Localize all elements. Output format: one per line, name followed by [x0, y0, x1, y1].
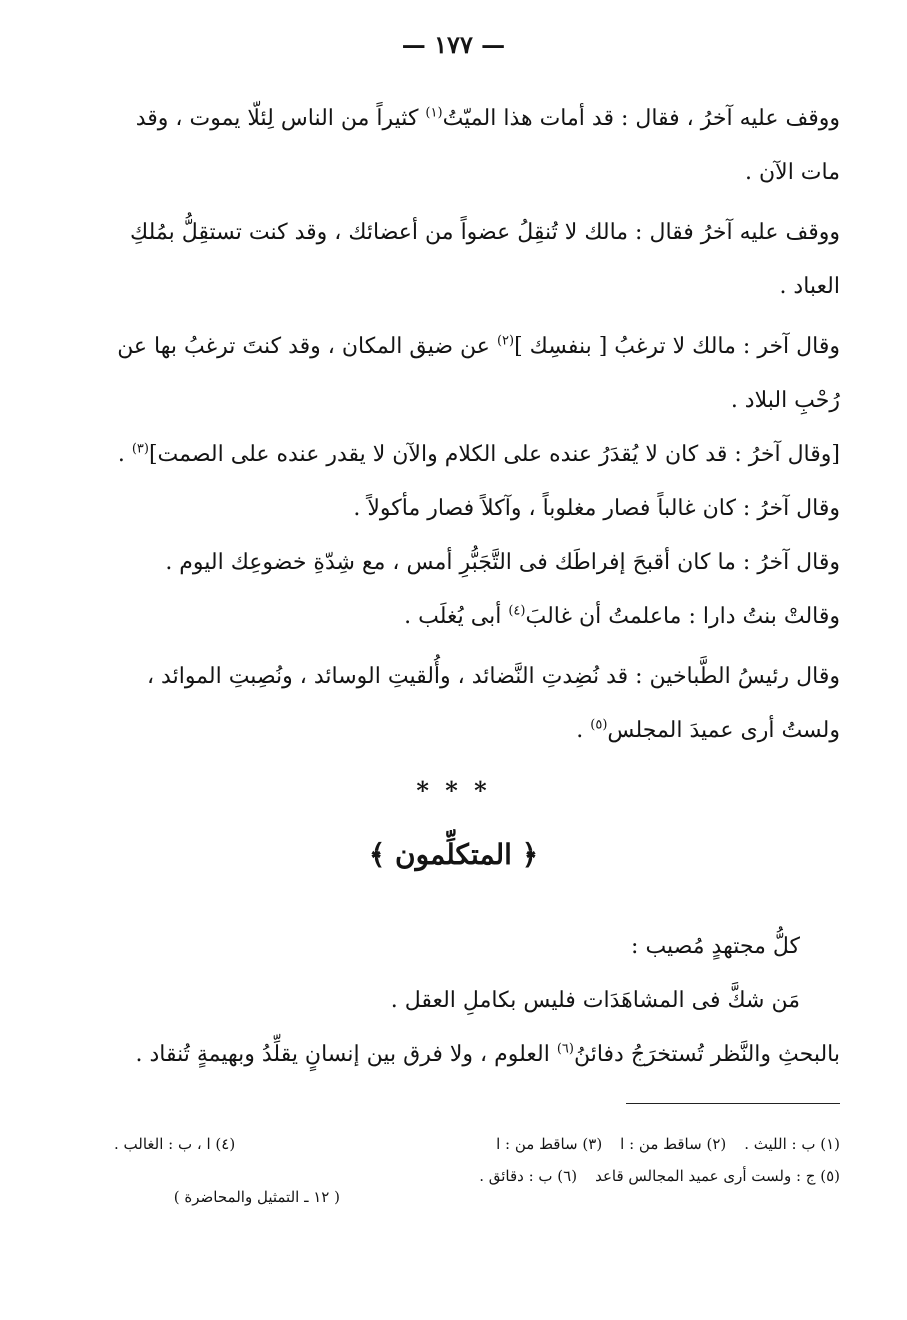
footnote-marker: (٣)	[131, 441, 149, 457]
section-separator: * * *	[416, 776, 491, 805]
paragraph-text-cont: كثيراً من الناس لِئلّا يموت ، وقد مات الآن .	[135, 106, 840, 185]
paragraph-text: وقالتْ بنتُ دارا : ماعلمتُ أن غالبَ	[525, 604, 840, 629]
section-line	[100, 920, 840, 974]
section-line	[100, 1028, 840, 1082]
section-line-text: مَن شكَّ فى المشاهَدَات فليس بكاملِ العقل .	[390, 988, 800, 1013]
paragraph-text: وقال آخرُ : ما كان أقبحَ إفراطَك فى التَّجَبُّرِ أمس ، مع شِدّةِ خضوعِك اليوم .	[165, 550, 840, 575]
paragraph-text-cont: .	[117, 442, 132, 467]
section-line-text: كلُّ مجتهدٍ مُصيب :	[631, 934, 800, 959]
section-line	[100, 974, 840, 1028]
footnote: (٤) ا ، ب : الغالب .	[114, 1135, 236, 1153]
paragraph-text-cont: .	[576, 718, 591, 743]
section-line-text: بالبحثِ والنَّظر تُستخرَجُ دفائنُ	[573, 1042, 840, 1067]
footnote: (٥) ج : ولست أرى عميد المجالس قاعد	[595, 1167, 840, 1185]
paragraph-text: وقال آخر : مالك لا ترغبُ [ بنفسِك ]	[514, 334, 840, 359]
footnote: (١) ب : الليث .	[744, 1135, 840, 1153]
section-text	[100, 920, 840, 1082]
footnotes	[100, 1128, 840, 1192]
paragraph-text-cont: أبى يُغلَب .	[404, 604, 509, 629]
paragraph-text: ووقف عليه آخرُ ، فقال : قد أمات هذا الميّتُ	[442, 106, 840, 131]
paragraph-text: ووقف عليه آخرُ فقال : مالك لا تُنقِلُ عضواً من أعضائك ، وقد كنت تستقِلُّ بمُلكِ العباد .	[130, 220, 840, 299]
paragraph	[100, 482, 840, 536]
footnote-marker: (٦)	[556, 1041, 574, 1057]
footnote: (٣) ساقط من : ا	[496, 1135, 603, 1153]
page-number: — ١٧٧ —	[401, 30, 506, 59]
paragraph-text-cont: عن ضيق المكان ، وقد كنتَ ترغبُ بها عن رُحْبِ البلاد .	[117, 334, 840, 413]
paragraph	[100, 320, 840, 428]
paragraph	[100, 650, 840, 758]
footnote-marker: (٢)	[496, 333, 515, 349]
footnote: (٢) ساقط من : ا	[620, 1135, 727, 1153]
paragraph-text: [وقال آخرُ : قد كان لا يُقدَرُ عنده على الكلام والآن لا يقدر عنده على الصمت]	[148, 442, 840, 467]
paragraph-text: وقال رئيسُ الطَّباخين : قد نُضِدتِ النَّضائد ، وأُلقيتِ الوسائد ، ونُصِبتِ الموائد ، ولستُ أرى عميدَ المجلس	[146, 664, 840, 743]
footnote: (٦) ب : دقائق .	[479, 1167, 578, 1185]
paragraph	[100, 206, 840, 314]
footnote-marker: (٥)	[590, 717, 608, 733]
paragraph	[100, 92, 840, 200]
paragraph	[100, 428, 840, 482]
footnote-divider	[626, 1103, 840, 1104]
footnote-row	[100, 1128, 840, 1160]
main-text	[100, 92, 840, 758]
printer-signature: ( ١٢ ـ التمثيل والمحاضرة )	[173, 1188, 340, 1206]
paragraph	[100, 590, 840, 644]
footnote-marker: (٤)	[508, 603, 526, 619]
paragraph-text: وقال آخرُ : كان غالباً فصار مغلوباً ، وآكلاً فصار مأكولاً .	[353, 496, 840, 521]
paragraph	[100, 536, 840, 590]
section-line-text-cont: العلوم ، ولا فرق بين إنسانٍ يقلِّدُ وبهيمةٍ تُنقاد .	[135, 1042, 557, 1067]
footnote-marker: (١)	[425, 105, 443, 121]
section-title: ﴿ المتكلِّمون ﴾	[368, 838, 539, 871]
